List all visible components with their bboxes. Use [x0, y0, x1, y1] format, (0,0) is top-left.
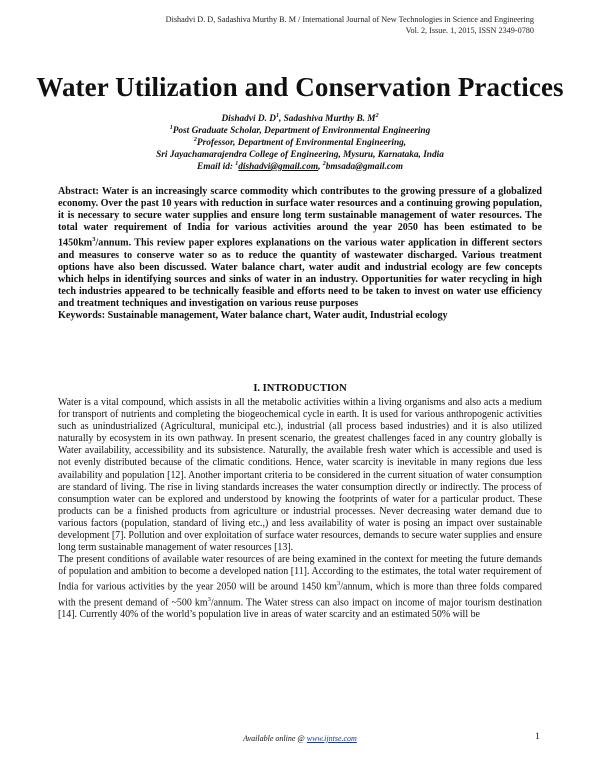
abstract-part-2: /annum. This review paper explores explanations on the various water application in different sectors and measures to conserve water so as to reduce the quantity of wastewater discharged. Various treatment options have also been discussed. Water balance chart, water audit and industrial ecology are few concepts which helps in identifying sources and sinks of water in an industry. Opportunities for water recycling in high tech industries appeared to be technically feasible and efforts need to be taken to invest on water use efficiency and treatment techniques and investigation on various reuse purposes: [58, 237, 542, 310]
paper-title: Water Utilization and Conservation Practices: [36, 72, 564, 102]
section-heading-introduction: I. INTRODUCTION: [253, 383, 347, 394]
journal-link[interactable]: www.ijntse.com: [306, 734, 357, 743]
introduction-body: [58, 397, 542, 621]
affiliation-2: [0, 137, 600, 149]
header-citation: Dishadvi D. D, Sadashiva Murthy B. M / International Journal of New Technologies in Science and Engineering: [165, 15, 534, 24]
email-2-sup: 2: [322, 160, 326, 167]
affiliation-1-sup: 1: [169, 124, 173, 131]
affiliation-3: Sri Jayachamarajendra College of Engineering, Mysuru, Karnataka, India: [156, 150, 444, 160]
affiliation-1: [0, 125, 600, 137]
author-names: [0, 113, 600, 125]
email-line: [0, 161, 600, 173]
para2-part-c: /annum. The Water stress can also impact on income of major tourism destination [14]. Currently 40% of the world’s population live in areas of water scarcity and an estimated 50% will be: [58, 597, 542, 621]
para2-sup-2: 3: [207, 595, 211, 603]
abstract-text: [58, 186, 542, 310]
para2-sup-1: 3: [337, 580, 341, 588]
para2-part-b: /annum, which is more than three folds compared with the present demand of ~500 km: [58, 581, 542, 609]
footer-text: Available online @: [243, 734, 307, 743]
author-1-sup: 1: [275, 112, 279, 119]
abstract-sup: 3: [92, 236, 96, 244]
header-volume: Vol. 2, Issue. 1, 2015, ISSN 2349-0780: [405, 26, 534, 35]
email-1[interactable]: dishadvi@gmail.com: [238, 162, 319, 172]
page-number: 1: [535, 732, 540, 742]
para2-part-a: The present conditions of available water resources of are being examined in the context for meeting the future demands of population and ambition to become a developed nation [11]. According to the estimates, the total water requirement of India for various activities by the year 2050 will be around 1450 km: [58, 554, 542, 593]
affiliation-2-sup: 2: [193, 136, 197, 143]
email-separator: ,: [318, 162, 323, 172]
author-2-sup: 2: [375, 112, 379, 119]
author-block: [0, 113, 600, 173]
introduction-paragraph-1: Water is a vital compound, which assists in all the metabolic activities within a living organisms and also acts a medium for transport of nutrients and completing the biogeochemical cycle in earth. It is used for various anthropogenic activities such as unindustrialized (Agricultural, municipal etc.), industrial (all process based industries) and it is also utilized naturally by ecosystem in its own pathway. In present scenario, the greatest challenges faced in any country globally is Water availability, accessibility and its subsistence. Naturally, the available fresh water which is accessible and used is not evenly distributed because of the climatic conditions. Hence, water scarcity is inevitable in many regions due less availability and population [12]. Another important criteria to be considered in the current situation of water consumption are standard of living. The rise in living standards increases the water consumption directly or indirectly. The process of consumption water can be explored and understood by knowing the footprints of water for a particular product. These products can be a finished products from agriculture or industrial processes. Never decreasing water demand due to various factors (population, standard of living etc.,) and less availability of water is posing an impact over sustainable development [7]. Pollution and over exploitation of surface water resources, demands to secure water supplies and ensure long term sustainable management of water resources [13].: [58, 397, 542, 554]
affiliation-1-text: Post Graduate Scholar, Department of Environmental Engineering: [172, 126, 431, 136]
abstract-part-1: Abstract: Water is an increasingly scarce commodity which contributes to the growing pressure of a globalized economy. Over the past 10 years with reduction in surface water resources and a continuing growing population, it is necessary to secure water supplies and ensure long term sustainable management of water resources. The total water requirement of India for various activities around the year 2050 has been estimated to be 1450km: [58, 186, 542, 249]
page-footer: [0, 734, 600, 743]
author-1: Dishadvi D. D: [221, 114, 276, 124]
running-header: [54, 14, 534, 36]
author-separator: ,: [278, 114, 284, 124]
author-2: Sadashiva Murthy B. M: [283, 114, 376, 124]
email-label: Email id:: [197, 162, 236, 172]
abstract: [58, 186, 542, 322]
affiliation-2-text: Professor, Department of Environmental Engineering,: [196, 138, 407, 148]
email-2[interactable]: bmsada@gmail.com: [325, 162, 403, 172]
keywords: Keywords: Sustainable management, Water balance chart, Water audit, Industrial ecology: [58, 310, 448, 322]
email-1-sup: 1: [235, 160, 239, 167]
introduction-paragraph-2: [58, 554, 542, 621]
